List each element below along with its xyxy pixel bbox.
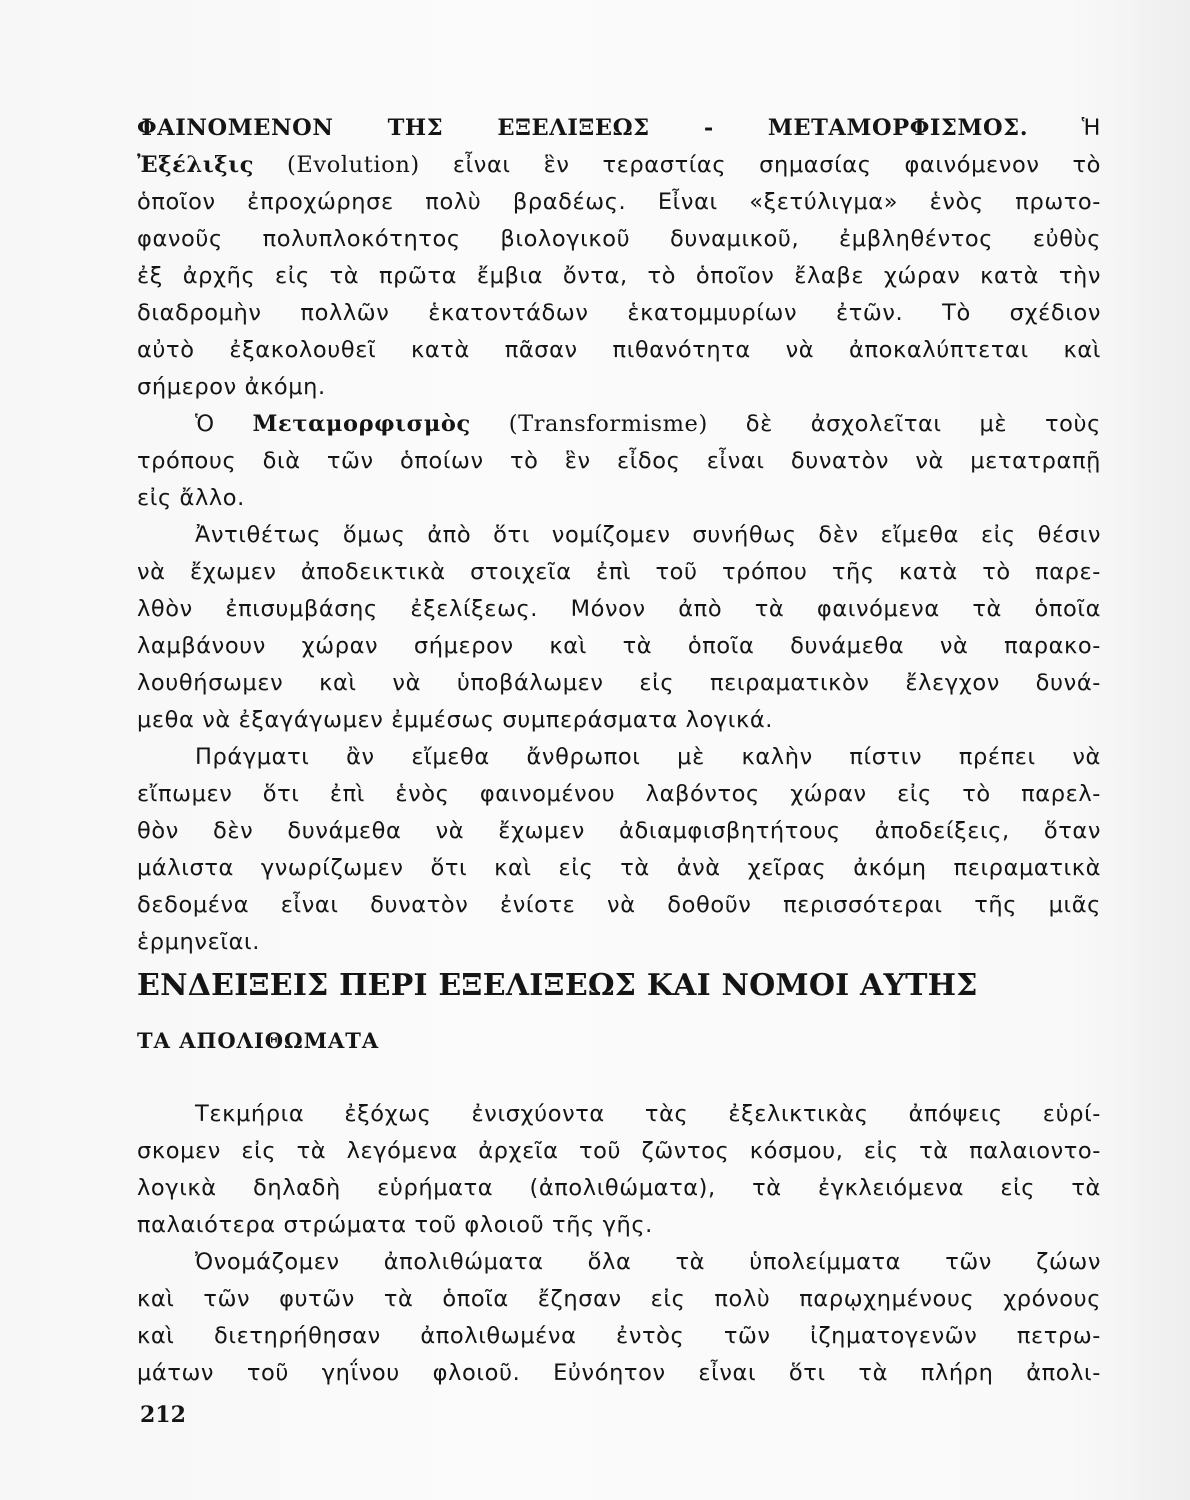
text-line: σήμερον ἀκόμη. bbox=[137, 374, 326, 400]
text-line: μάτων τοῦ γηΐνου φλοιοῦ. Εὐνόητον εἶναι ὅτι τὰ πλήρη ἀπολι- bbox=[137, 1360, 1101, 1386]
text-span: δὲ ἀσχολεῖται μὲ τοὺς bbox=[745, 411, 1101, 437]
text-line: δεδομένα εἶναι δυνατὸν ἐνίοτε νὰ δοθοῦν περισσότεραι τῆς μιᾶς bbox=[137, 892, 1101, 918]
text-line: νὰ ἔχωμεν ἀποδεικτικὰ στοιχεῖα ἐπὶ τοῦ τρόπου τῆς κατὰ τὸ παρε- bbox=[137, 559, 1101, 585]
text-line: αὐτὸ ἐξακολουθεῖ κατὰ πᾶσαν πιθανότητα νὰ ἀποκαλύπτεται καὶ bbox=[137, 337, 1101, 363]
paragraph-fossil-definition bbox=[137, 1244, 1101, 1392]
text-line: παλαιότερα στρώματα τοῦ φλοιοῦ τῆς γῆς. bbox=[137, 1212, 653, 1238]
text-line bbox=[137, 110, 1101, 147]
text-line: λογικὰ δηλαδὴ εὑρήματα (ἀπολιθώματα), τὰ ἐγκλειόμενα εἰς τὰ bbox=[137, 1175, 1101, 1201]
chapter-heading: ΕΝΔΕΙΞΕΙΣ ΠΕΡΙ ΕΞΕΛΙΞΕΩΣ ΚΑΙ ΝΟΜΟΙ ΑΥΤΗΣ bbox=[137, 968, 978, 1003]
text-span: εἶναι ἓν τεραστίας σημασίας φαινόμενον τὸ bbox=[452, 152, 1101, 178]
text-line: λουθήσωμεν καὶ νὰ ὑποβάλωμεν εἰς πειραματικὸν ἔλεγχον δυνά- bbox=[137, 670, 1101, 696]
text-line: Ἀντιθέτως ὅμως ἀπὸ ὅτι νομίζομεν συνήθως δὲν εἴμεθα εἰς θέσιν bbox=[195, 522, 1101, 548]
text-line: φανοῦς πολυπλοκότητος βιολογικοῦ δυναμικοῦ, ἐμβληθέντος εὐθὺς bbox=[137, 226, 1101, 252]
text-line: Πράγματι ἂν εἴμεθα ἄνθρωποι μὲ καλὴν πίστιν πρέπει νὰ bbox=[195, 744, 1101, 770]
paragraph-contrary bbox=[137, 517, 1101, 739]
section-evolution bbox=[137, 110, 1101, 961]
text-line: ἐξ ἀρχῆς εἰς τὰ πρῶτα ἔμβια ὄντα, τὸ ὁποῖον ἔλαβε χώραν κατὰ τὴν bbox=[137, 263, 1101, 289]
text-line bbox=[137, 406, 1101, 443]
text-line: εἰς ἄλλο. bbox=[137, 485, 245, 511]
paragraph-evidence bbox=[137, 1096, 1101, 1244]
chapter-subheading: ΤΑ ΑΠΟΛΙΘΩΜΑΤΑ bbox=[137, 1028, 380, 1053]
term-transformism: Μεταμορφισμὸς bbox=[252, 411, 471, 437]
text-line: Ὀνομάζομεν ἀπολιθώματα ὅλα τὰ ὑπολείμματα τῶν ζώων bbox=[195, 1249, 1101, 1275]
term-evolution: Ἐξέλιξις bbox=[137, 152, 255, 178]
text-span: Ἡ bbox=[1081, 115, 1101, 141]
text-line: μεθα νὰ ἐξαγάγωμεν ἐμμέσως συμπεράσματα λογικά. bbox=[137, 707, 774, 733]
text-line: τρόπους διὰ τῶν ὁποίων τὸ ἓν εἶδος εἶναι δυνατὸν νὰ μετατραπῇ bbox=[137, 448, 1101, 474]
term-latin: (Transformisme) bbox=[508, 411, 708, 437]
text-line: θὸν δὲν δυνάμεθα νὰ ἔχωμεν ἀδιαμφισβητήτους ἀποδείξεις, ὅταν bbox=[137, 818, 1101, 844]
paragraph-transformism bbox=[137, 406, 1101, 517]
term-latin: (Evolution) bbox=[287, 152, 420, 178]
text-span: Ὁ bbox=[195, 411, 215, 437]
text-line: λθὸν ἐπισυμβάσης ἐξελίξεως. Μόνον ἀπὸ τὰ φαινόμενα τὰ ὁποῖα bbox=[137, 596, 1101, 622]
paragraph-evolution bbox=[137, 110, 1101, 406]
text-line: ὁποῖον ἐπροχώρησε πολὺ βραδέως. Εἶναι «ξετύλιγμα» ἑνὸς πρωτο- bbox=[137, 189, 1101, 215]
text-line: καὶ τῶν φυτῶν τὰ ὁποῖα ἔζησαν εἰς πολὺ παρῳχημένους χρόνους bbox=[137, 1286, 1101, 1312]
text-line: λαμβάνουν χώραν σήμερον καὶ τὰ ὁποῖα δυνάμεθα νὰ παρακο- bbox=[137, 633, 1101, 659]
section-fossils bbox=[137, 1096, 1101, 1392]
text-line: διαδρομὴν πολλῶν ἑκατοντάδων ἑκατομμυρίων ἐτῶν. Τὸ σχέδιον bbox=[137, 300, 1101, 326]
page-number: 212 bbox=[140, 1402, 186, 1428]
text-line: εἴπωμεν ὅτι ἐπὶ ἑνὸς φαινομένου λαβόντος χώραν εἰς τὸ παρελ- bbox=[137, 781, 1101, 807]
text-line: Τεκμήρια ἐξόχως ἐνισχύοντα τὰς ἐξελικτικὰς ἀπόψεις εὑρί- bbox=[195, 1101, 1101, 1127]
section-heading-evolution: ΦΑΙΝΟΜΕΝΟΝ ΤΗΣ ΕΞΕΛΙΞΕΩΣ - ΜΕΤΑΜΟΡΦΙΣΜΟΣ. bbox=[137, 115, 1029, 141]
text-line: μάλιστα γνωρίζωμεν ὅτι καὶ εἰς τὰ ἀνὰ χεῖρας ἀκόμη πειραματικὰ bbox=[137, 855, 1101, 881]
text-line: σκομεν εἰς τὰ λεγόμενα ἀρχεῖα τοῦ ζῶντος κόσμου, εἰς τὰ παλαιοντο- bbox=[137, 1138, 1101, 1164]
text-line bbox=[137, 147, 1101, 184]
text-line: ἑρμηνεῖαι. bbox=[137, 929, 260, 955]
text-line: καὶ διετηρήθησαν ἀπολιθωμένα ἐντὸς τῶν ἰζηματογενῶν πετρω- bbox=[137, 1323, 1101, 1349]
paragraph-indeed bbox=[137, 739, 1101, 961]
